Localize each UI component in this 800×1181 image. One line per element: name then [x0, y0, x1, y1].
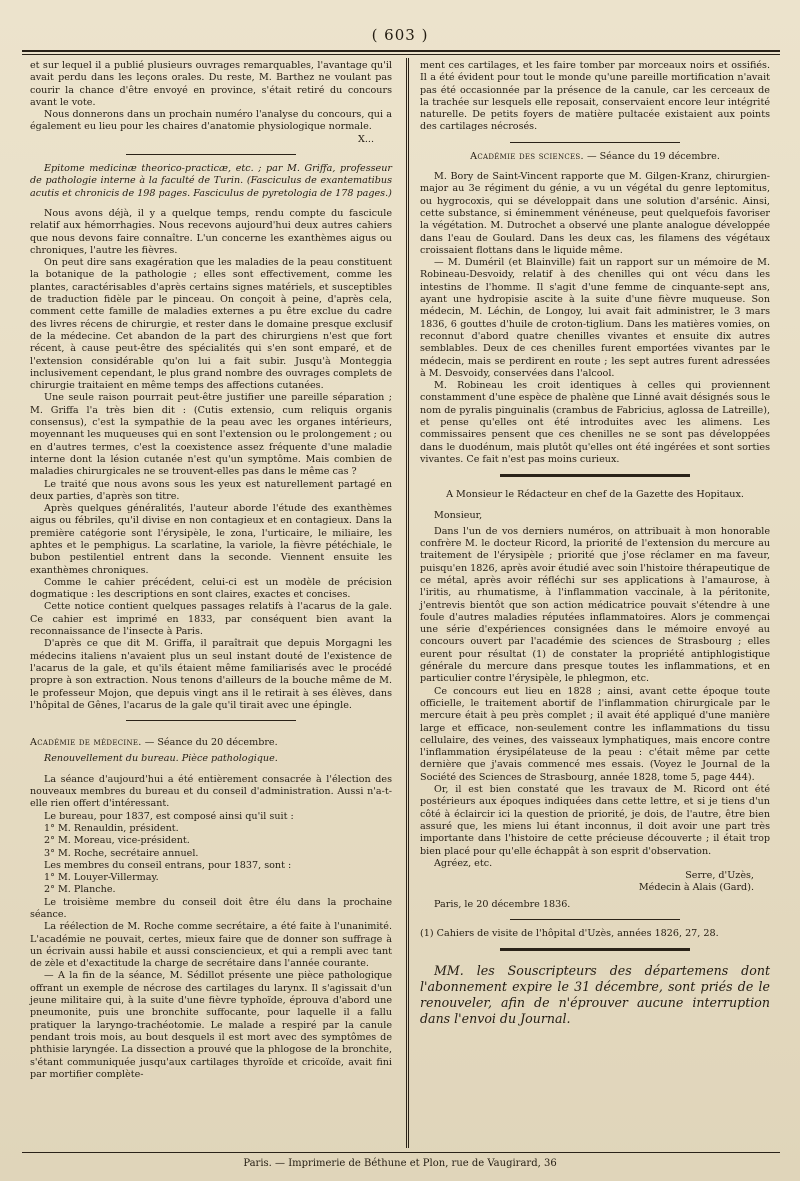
letter-closing: Agréez, etc. [434, 857, 493, 869]
left-paragraph: Après quelques généralités, l'auteur aborde l'étude des exanthèmes aigus ou fébriles, qu'il divise en non contagieux et en contagieux. Dans la première catégorie sont l'érysipèle, le zona, l'urticaire, le miliaire, les aphtes et le pemphigus. La scarlatine, la variole, la fièvre pétéchiale, le bubon pestilentiel entrent dans la seconde. Viennent ensuite les exanthèmes chroniques. [30, 503, 392, 576]
subscribers-notice: MM. les Souscripteurs des départemens dont l'abonnement expire le 31 décembre, sont priés de le renouveler, afin de n'éprouver aucune interruption dans l'envoi du Journal. [420, 963, 770, 1027]
section-divider [500, 474, 690, 477]
section-heading-title: Académie des sciences. [470, 150, 584, 162]
council-list [30, 872, 392, 897]
left-paragraph: Les membres du conseil entrans, pour 1837, sont : [44, 859, 292, 871]
right-paragraph: ment ces cartilages, et les faire tomber par morceaux noirs et ossifiés. Il a été évident pour tout le monde qu'une pareille mortification n'avait pas été occasionnée par la présence de la canule, car les cerceaux de la trachée sur lesquels elle reposait, conservaient encore leur intégrité naturelle. De petits foyers de matière pultacée existaient aux points des cartilages nécrosés. [420, 60, 770, 133]
left-paragraph: La réélection de M. Roche comme secrétaire, a été faite à l'unanimité. L'académie ne pouvait, certes, mieux faire que de donner son suffrage à un écrivain aussi habile et aussi consciencieux, et qui a rempli avec tant de zèle et d'exactitude la charge de secrétaire dans l'année courante. [30, 921, 392, 970]
signer-name: Serre, d'Uzès, [685, 870, 754, 882]
section-divider [126, 154, 296, 155]
right-paragraph: M. Bory de Saint-Vincent rapporte que M. Gilgen-Kranz, chirurgien-major au 3e régiment du génie, a vu un végétal du genre leptomitus, ou hygrocoxis, qui se développait dans une solution d'arsénic. Ainsi, cette substance, si éminemment vénéneuse, peut quelquefois favoriser la végétation. M. Dutrochet a observé une plante analogue développée dans l'eau de Goulard. Dans les deux cas, les filamens des végétaux croissaient flottans dans le liquide même. [420, 171, 770, 256]
left-paragraph: La séance d'aujourd'hui a été entièrement consacrée à l'élection des nouveaux membres du bureau et du conseil d'administration. Aussi n'a-t-elle rien offert d'intéressant. [30, 773, 392, 810]
bureau-list [30, 823, 392, 860]
column-divider [406, 58, 409, 1148]
list-item: 2° M. Planche. [44, 884, 116, 896]
section-subheading: Renouvellement du bureau. Pièce pathologique. [44, 753, 278, 765]
section-heading-date: — Séance du 20 décembre. [144, 737, 278, 749]
left-column [30, 60, 392, 1081]
letter-date: Paris, le 20 décembre 1836. [434, 898, 571, 910]
section-divider [126, 720, 296, 721]
footer-rule [22, 1152, 780, 1153]
section-divider [510, 142, 680, 143]
left-paragraph: Nous donnerons dans un prochain numéro l'analyse du concours, qui a également eu lieu pour les chaires d'anatomie physiologique normale. [30, 109, 392, 133]
left-paragraph: D'après ce que dit M. Griffa, il paraîtrait que depuis Morgagni les médecins italiens n'avaient plus un seul instant douté de l'existence de l'acarus de la gale, et qu'ils étaient même familiarisés avec le procédé propre à son extraction. Nous tenons d'ailleurs de la bouche même de M. le professeur Mojon, que depuis vingt ans il le retirait à ses élèves, dans l'hôpital de Gênes, l'acarus de la gale qu'il tirait avec une épingle. [30, 638, 392, 711]
left-paragraph: Comme le cahier précédent, celui-ci est un modèle de précision dogmatique : les descriptions en sont claires, exactes et concises. [30, 576, 392, 601]
right-paragraph: — M. Duméril (et Blainville) fait un rapport sur un mémoire de M. Robineau-Desvoidy, relatif à des chenilles qui ont vécu dans les intestins de l'homme. Il s'agit d'une femme de cinquante-sept ans, ayant une hydropisie ascite à la suite d'une fièvre muqueuse. Son médecin, M. Léchin, de Longoy, lui avait fait administrer, le 3 mars 1836, 6 gouttes d'huile de croton-tiglium. Dans les matières vomies, on reconnut d'abord quatre chenilles vivantes et ensuite dix autres semblables. Deux de ces chenilles furent emportées vivantes par le médecin, mais se perdirent en route ; les sept autres furent adressées à M. Desvoidy, conservées dans l'alcool. [420, 257, 770, 379]
section-heading-title: Académie de médecine. [30, 737, 142, 749]
header-rule [22, 50, 780, 52]
page-number: ( 603 ) [371, 26, 429, 44]
left-paragraph: Le troisième membre du conseil doit être élu dans la prochaine séance. [30, 896, 392, 920]
left-paragraph: Une seule raison pourrait peut-être justifier une pareille séparation ; M. Griffa l'a très bien dit : (Cutis extensio, cum reliquis organis consensus), c'est la sympathie de la peau avec les organes intérieurs, moyennant les muqueuses qui en sont l'extension ou le prolongement ; ou en d'autres termes, c'est la coexistence assez fréquente d'une maladie interne dont la lésion cutanée n'est qu'un symptôme. Mais combien de maladies chirurgicales ne se trouvent-elles pas dans le même cas ? [30, 392, 392, 478]
list-item: 1° M. Renauldin, président. [44, 822, 179, 834]
footnote: (1) Cahiers de visite de l'hôpital d'Uzès, années 1826, 27, 28. [420, 928, 719, 939]
right-paragraph: Ce concours eut lieu en 1828 ; ainsi, avant cette époque toute officielle, le traitement abortif de l'inflammation chirurgicale par le mercure était à peu près complet ; il avait été appliqué d'une manière large et efficace, non-seulement contre les inflammations du tissu cellulaire, des veines, des vaisseaux lymphatiques, mais encore contre l'inflammation érysipélateuse de la peau : c'était même par cette dernière que j'avais commencé mes essais. (Voyez le Journal de la Société des Sciences de Strasbourg, année 1828, tome 5, page 444). [420, 685, 770, 783]
signer-title: Médecin à Alais (Gard). [638, 882, 754, 894]
section-heading-date: — Séance du 19 décembre. [586, 150, 720, 162]
list-item: 2° M. Moreau, vice-président. [44, 835, 190, 847]
left-paragraph: Cette notice contient quelques passages relatifs à l'acarus de la gale. Ce cahier est imprimé en 1833, par conséquent bien avant la reconnaissance de l'insecte à Paris. [30, 601, 392, 638]
footnote-divider [510, 919, 680, 920]
left-paragraph: On peut dire sans exagération que les maladies de la peau constituent la botanique de la pathologie ; elles sont effectivement, comme les plantes, caractérisables d'après certains signes matériels, et susceptibles de traduction fidèle par le pinceau. On conçoit à peine, d'après cela, comment cette famille de maladies externes a pu être exclue du cadre des livres récens de chirurgie, et rester dans le domaine presque exclusif de la médecine. Cet abandon de la part des chirurgiens n'est que fort récent, à cause peut-être des spécialités qui s'en sont emparé, et de l'extension considérable qu'on lui a fait subir. Jusqu'à Monteggia inclusivement cependant, le plus grand nombre des ouvrages complets de chirurgie traitaient en même temps des affections cutanées. [30, 257, 392, 392]
header-rule-thin [22, 54, 780, 55]
left-paragraph: Le traité que nous avons sous les yeux est naturellement partagé en deux parties, d'après son titre. [30, 478, 392, 502]
left-paragraph: Nous avons déjà, il y a quelque temps, rendu compte du fascicule relatif aux hémorrhagies. Nous recevons aujourd'hui deux autres cahiers que nous devons faire connaître. L'un concerne les exanthèmes aigus ou chroniques, l'autre les fièvres. [30, 207, 392, 256]
letter-heading: A Monsieur le Rédacteur en chef de la Gazette des Hopitaux. [446, 489, 744, 501]
left-paragraph: — A la fin de la séance, M. Sédillot présente une pièce pathologique offrant un exemple de nécrose des cartilages du larynx. Il s'agissait d'un jeune militaire qui, à la suite d'une fièvre typhoïde, éprouva d'abord une pneumonite, puis une bronchite suffocante, pour laquelle il a fallu pratiquer la laryngo-trachéotomie. Le malade a respiré par la canule pendant trois mois, au bout desquels il est mort avec des symptômes de phthisie laryngée. La dissection a prouvé que la phlogose de la bronchite, s'étant communiquée jusqu'aux cartilages thyroïde et cricoïde, avait fini par mortifier complète- [30, 970, 392, 1080]
section-heading [30, 737, 392, 749]
right-paragraph: Dans l'un de vos derniers numéros, on attribuait à mon honorable confrère M. le docteur Ricord, la priorité de l'extension du mercure au traitement de l'érysipèle ; priorité que j'ose réclamer en ma faveur, puisqu'en 1826, après avoir étudié avec soin l'histoire thérapeutique de ce métal, après avoir réfléchi sur ses applications à l'amaurose, à l'iritis, au rhumatisme, à l'inflammation vaccinale, à la péritonite, j'entrevis bientôt que son action médicatrice pouvait s'étendre à une foule d'autres maladies réputées inflammatoires. Alors je commençai une série d'expériences consignées dans le mémoire envoyé au concours ouvert par l'académie des sciences de Strasbourg ; elles eurent pour résultat (1) de constater la propriété antiphlogistique générale du mercure dans presque toutes les inflammations, et en particulier contre l'érysipèle, le phlegmon, etc. [420, 525, 770, 685]
right-column [420, 60, 770, 1027]
letter-salutation: Monsieur, [434, 509, 483, 521]
right-paragraph: Or, il est bien constaté que les travaux de M. Ricord ont été postérieurs aux époques indiquées dans cette lettre, et si je tiens d'un côté à éclaircir ici la question de priorité, je dois, de l'autre, être bien assuré que, les miens lui étant inconnus, il doit avoir une part très importante dans l'histoire de cette précieuse découverte ; il était trop bien placé pour qu'elle échappât à son esprit d'observation. [420, 784, 770, 857]
author-signoff: X... [358, 133, 374, 145]
left-paragraph: et sur lequel il a publié plusieurs ouvrages remarquables, l'avantage qu'il avait perdu dans les leçons orales. Du reste, M. Barthez ne voulant pas courir la chance d'être envoyé en province, s'était retiré du concours avant le vote. [30, 60, 392, 108]
imprint-line: Paris. — Imprimerie de Béthune et Plon, rue de Vaugirard, 36 [243, 1158, 557, 1169]
section-heading [420, 151, 770, 163]
left-paragraph: Le bureau, pour 1837, est composé ainsi qu'il suit : [44, 810, 294, 822]
section-divider [500, 948, 690, 951]
book-title: Epitome medicinæ theorico-practicæ, etc. ; par M. Griffa, professeur de pathologie interne à la faculté de Turin. (Fasciculus de exantematibus acutis et chronicis de 198 pages. Fasciculus de pyretologia de 178 pages.) [30, 163, 392, 199]
right-paragraph: M. Robineau les croit identiques à celles qui proviennent constamment d'une espèce de phalène que Linné avait désignés sous le nom de pyralis pinguinalis (crambus de Fabricius, aglossa de Latreille), et pense qu'elles ont été introduites avec les alimens. Les commissaires pensent que ces chenilles ne se sont pas développées dans le duodénum, mais plutôt qu'elles ont été ingérées et sont sorties vivantes. Ce fait n'est pas moins curieux. [420, 380, 770, 465]
list-item: 1° M. Louyer-Villermay. [44, 872, 159, 884]
list-item: 3° M. Roche, secrétaire annuel. [44, 847, 199, 859]
